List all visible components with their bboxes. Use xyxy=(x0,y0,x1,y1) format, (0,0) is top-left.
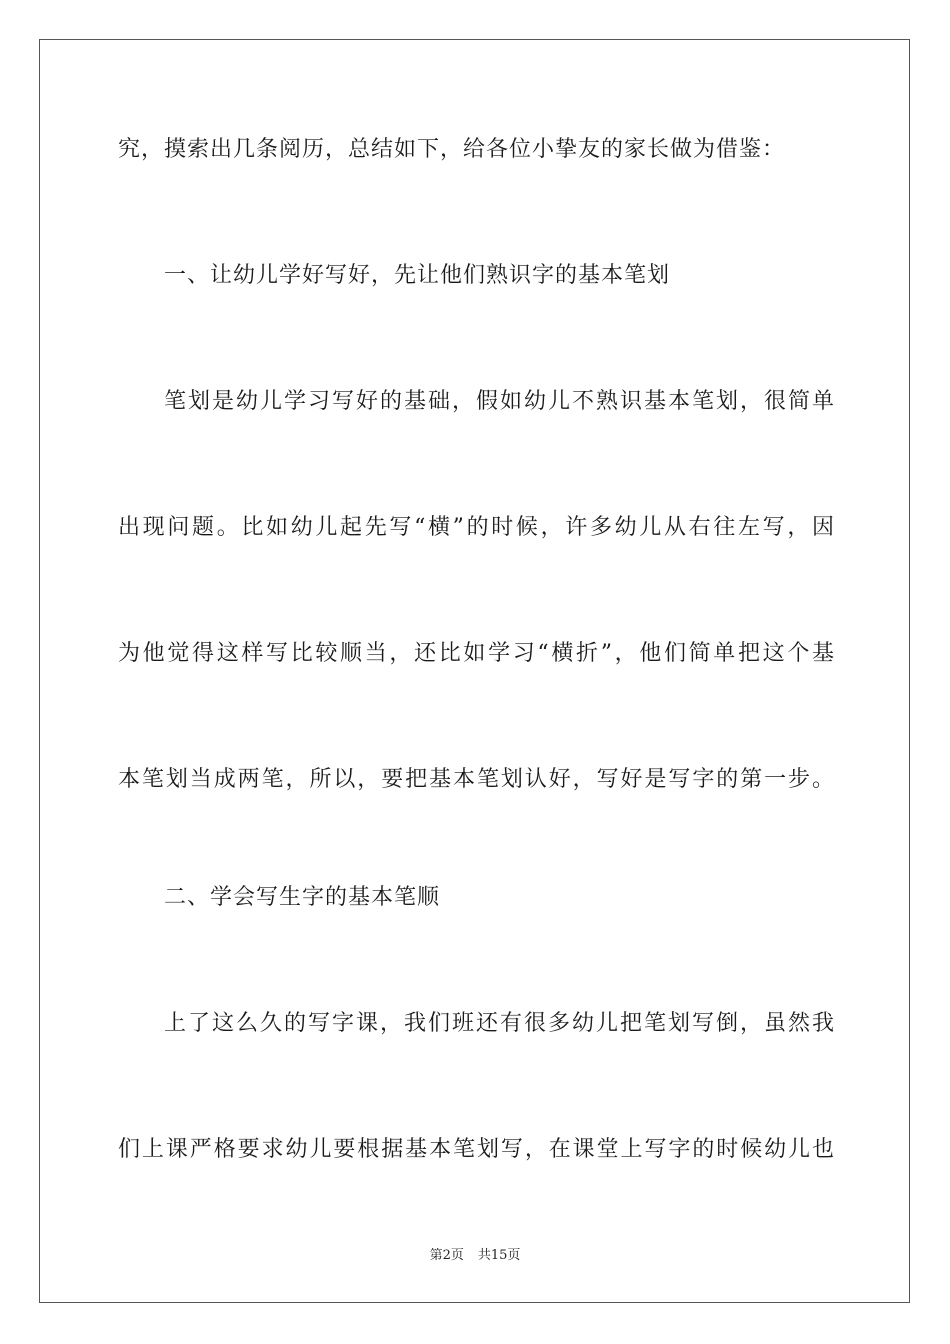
page-footer xyxy=(0,1248,950,1264)
paragraph-line: 出现问题。比如幼儿起先写“横”的时候，许多幼儿从右往左写，因 xyxy=(118,515,834,540)
section-heading-1: 一、让幼儿学好写好，先让他们熟识字的基本笔划 xyxy=(164,263,671,288)
paragraph-line: 笔划是幼儿学习写好的基础，假如幼儿不熟识基本笔划，很简单 xyxy=(164,389,834,414)
page-border xyxy=(39,39,910,1303)
body-line: 究，摸索出几条阅历，总结如下，给各位小挚友的家长做为借鉴： xyxy=(118,137,786,162)
paragraph-line: 上了这么久的写字课，我们班还有很多幼儿把笔划写倒，虽然我 xyxy=(164,1011,834,1036)
section-heading-2: 二、学会写生字的基本笔顺 xyxy=(164,885,441,910)
page-total: 共15页 xyxy=(477,1248,521,1263)
paragraph-line: 为他觉得这样写比较顺当，还比如学习“横折”，他们简单把这个基 xyxy=(118,641,834,666)
paragraph-line: 们上课严格要求幼儿要根据基本笔划写，在课堂上写字的时候幼儿也 xyxy=(118,1137,834,1162)
paragraph-line: 本笔划当成两笔，所以，要把基本笔划认好，写好是写字的第一步。 xyxy=(118,767,834,792)
page-number: 第2页 xyxy=(429,1248,464,1263)
